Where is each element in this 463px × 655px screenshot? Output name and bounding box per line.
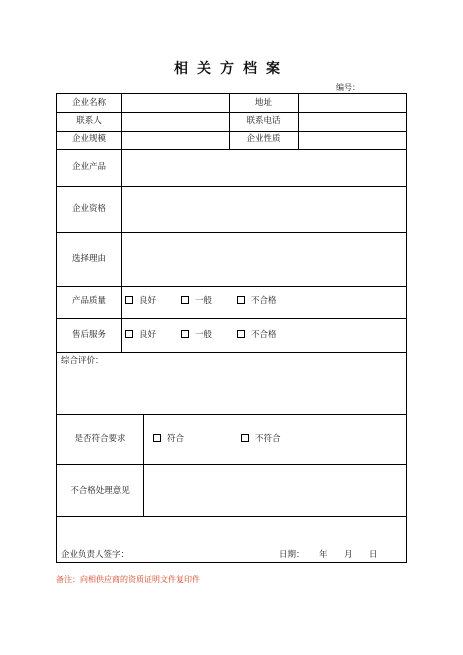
row-divider <box>57 131 406 132</box>
selection-reason-label: 选择理由 <box>71 254 106 264</box>
row-divider <box>57 149 406 150</box>
company-qualification-label: 企业资格 <box>71 204 106 214</box>
row-divider <box>57 286 406 287</box>
row-divider <box>57 112 406 113</box>
after-sales-fail-checkbox[interactable]: 不合格 <box>237 330 277 341</box>
after-sales-average-checkbox[interactable]: 一般 <box>181 330 212 341</box>
row-divider <box>57 414 406 415</box>
column-divider <box>298 94 299 149</box>
serial-number-label: 编号： <box>336 83 360 92</box>
month-label: 月 <box>344 550 353 560</box>
row-divider <box>57 318 406 319</box>
page-title: 相关方档案 <box>174 61 289 77</box>
row-divider <box>57 464 406 465</box>
product-quality-label: 产品质量 <box>71 296 106 306</box>
company-products-label: 企业产品 <box>71 162 106 172</box>
footnote: 备注：向相供应商的资质证明文件复印件 <box>56 575 200 584</box>
product-quality-fail-checkbox[interactable]: 不合格 <box>237 296 277 307</box>
overall-evaluation-label: 综合评价： <box>61 356 104 366</box>
compliant-checkbox[interactable]: 符合 <box>153 434 184 445</box>
phone-label: 联系电话 <box>246 116 281 126</box>
product-quality-good-checkbox[interactable]: 良好 <box>125 296 156 307</box>
day-label: 日 <box>369 550 378 560</box>
company-name-label: 企业名称 <box>71 98 106 108</box>
after-sales-label: 售后服务 <box>71 330 106 340</box>
company-scale-label: 企业规模 <box>71 134 106 144</box>
column-divider <box>121 94 122 352</box>
company-nature-label: 企业性质 <box>246 134 281 144</box>
contact-person-label: 联系人 <box>76 116 102 126</box>
non-compliant-checkbox[interactable]: 不符合 <box>241 434 281 445</box>
row-divider <box>57 352 406 353</box>
date-label: 日期： <box>279 550 305 560</box>
nonconformance-opinion-label: 不合格处理意见 <box>70 486 130 496</box>
product-quality-average-checkbox[interactable]: 一般 <box>181 296 212 307</box>
archive-form-table <box>56 93 407 563</box>
year-label: 年 <box>319 550 328 560</box>
compliance-label: 是否符合要求 <box>74 434 126 444</box>
row-divider <box>57 516 406 517</box>
after-sales-good-checkbox[interactable]: 良好 <box>125 330 156 341</box>
column-divider <box>143 414 144 516</box>
signature-label: 企业负责人签字： <box>61 550 130 560</box>
row-divider <box>57 232 406 233</box>
address-label: 地址 <box>254 98 272 108</box>
row-divider <box>57 186 406 187</box>
